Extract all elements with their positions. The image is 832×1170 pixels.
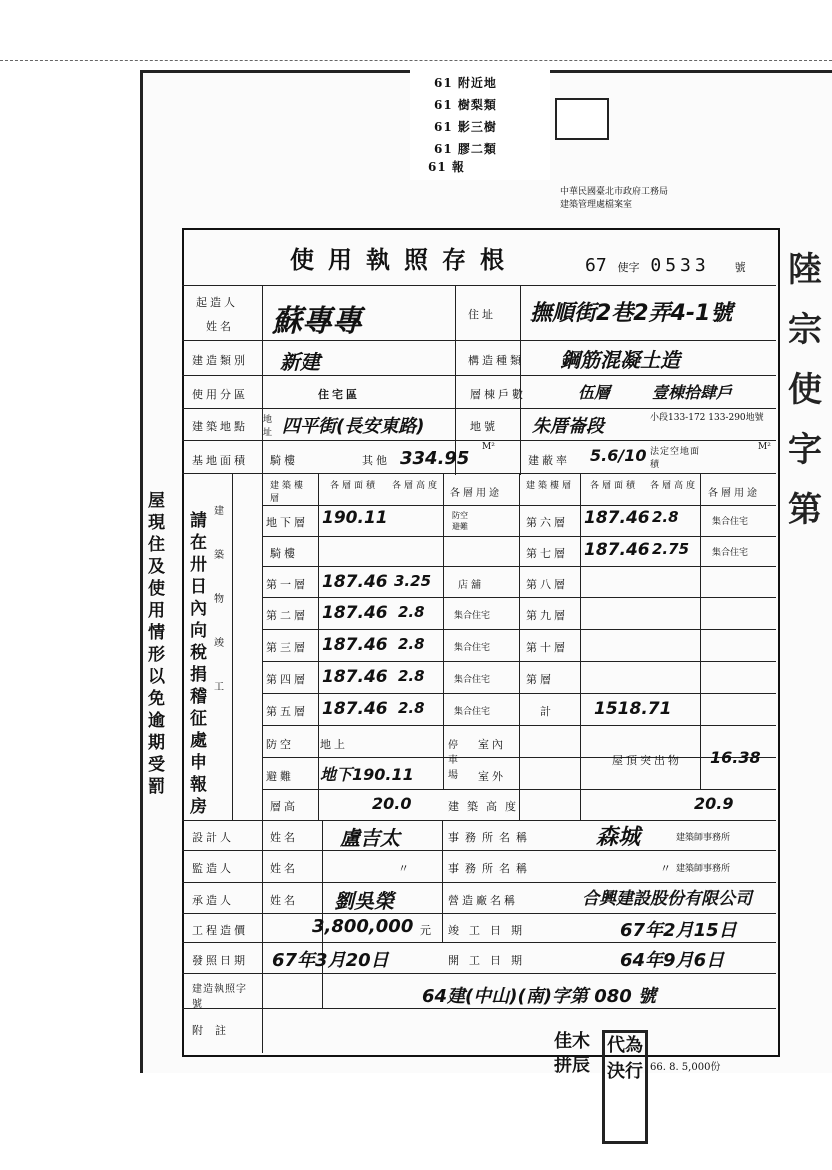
permit-suffix: 號	[734, 261, 746, 274]
license-label: 建造執照字號	[192, 984, 247, 1010]
floor-use: 集合住宅	[712, 548, 749, 558]
build-class-value: 新建	[280, 350, 320, 374]
finish-value: 67年2月15日	[620, 920, 737, 941]
coverage-value: 5.6/10	[590, 446, 647, 465]
stamp-line: 61 影三樹	[434, 120, 497, 134]
floor-use: 集合住宅	[712, 517, 749, 527]
rule	[580, 473, 581, 820]
rule	[182, 850, 776, 851]
lot-label: 地號	[470, 420, 498, 433]
floor-label: 第二層	[266, 609, 308, 622]
applicant-name-label: 姓名	[206, 320, 234, 333]
office-label: 事務所名稱	[448, 831, 533, 844]
finish-label: 竣工日期	[448, 924, 532, 937]
side-char: 陸	[788, 250, 822, 290]
legal-space-label: 法定空地面積	[650, 447, 701, 470]
cost-value: 3,800,000	[312, 916, 414, 937]
floors-label: 層棟戶數	[470, 388, 526, 401]
building-height-label: 建築高度	[448, 800, 524, 813]
cost-label: 工程造價	[192, 924, 248, 937]
parking-indoor: 室內	[478, 738, 506, 751]
agency-line: 建築管理處檔案室	[560, 200, 633, 210]
structure-label: 構造種類	[468, 354, 524, 367]
designer-name: 盧吉太	[340, 826, 400, 850]
floor-use: 集合住宅	[454, 611, 491, 621]
floor-label: 地下層	[266, 516, 308, 529]
rule	[182, 1008, 776, 1009]
supervisor-label: 監造人	[192, 862, 234, 875]
floor-height: 2.75	[652, 540, 690, 558]
rule	[182, 942, 776, 943]
roof-label: 屋頂突出物	[612, 754, 682, 767]
story-height-value: 20.0	[372, 794, 412, 813]
applicant-role-label: 起造人	[196, 296, 238, 309]
floor-label: 第一層	[266, 578, 308, 591]
floor-use: 集合住宅	[454, 643, 491, 653]
stamp-line: 61 報	[428, 160, 465, 174]
col-header-height: 各層高度	[392, 481, 441, 491]
floor-area: 187.46	[584, 540, 650, 560]
building-height-value: 20.9	[694, 794, 734, 813]
rule	[232, 473, 233, 820]
rule	[262, 285, 263, 1053]
floors-value: 伍層	[578, 383, 611, 402]
col-header-area: 各層面積	[330, 481, 379, 491]
rule	[443, 473, 444, 789]
floor-use: 集合住宅	[454, 707, 491, 717]
location-value: 四平街(長安東路)	[282, 416, 425, 437]
shelter-label: 防空	[266, 738, 294, 751]
left-note-side: 建築物竣工	[214, 506, 227, 693]
col-header-floor: 建築樓層	[270, 481, 307, 504]
parking-label: 停車場	[448, 740, 458, 781]
floor-use: 防空避難	[452, 511, 468, 531]
designer-name-label: 姓名	[270, 831, 298, 844]
parking-outdoor: 室外	[478, 770, 506, 783]
structure-value: 鋼筋混凝土造	[560, 348, 680, 372]
arcade-label: 騎樓	[270, 454, 298, 467]
shelter-above: 地上	[320, 738, 348, 751]
rule	[182, 913, 776, 914]
floor-area: 190.11	[322, 508, 388, 528]
floor-label: 第十層	[526, 641, 568, 654]
floor-height: 2.8	[398, 635, 425, 653]
floor-label: 第層	[526, 673, 554, 686]
subsection: 小段133-172 133-290地號	[650, 413, 764, 423]
permit-mid: 使字	[617, 261, 640, 274]
approval-seal: 代為決行	[602, 1030, 648, 1144]
rule	[182, 882, 776, 883]
agency-line: 中華民國臺北市政府工務局	[560, 187, 669, 197]
rule	[520, 285, 521, 475]
side-text	[788, 240, 822, 540]
col-header-use-r: 各層用途	[708, 488, 760, 499]
side-char: 第	[788, 490, 822, 530]
floor-height: 2.8	[398, 603, 425, 621]
floor-label: 第八層	[526, 578, 568, 591]
start-value: 64年9月6日	[620, 950, 725, 971]
floor-use: 店舖	[458, 580, 484, 591]
start-label: 開工日期	[448, 954, 532, 967]
side-char: 宗	[788, 310, 822, 350]
other-label: 其他	[362, 454, 390, 467]
rule	[182, 285, 776, 286]
supervisor-office: 〃	[660, 862, 674, 875]
floor-label: 第七層	[526, 547, 568, 560]
rule	[455, 285, 456, 475]
contractor-name-label: 姓名	[270, 894, 298, 907]
floor-height: 2.8	[398, 667, 425, 685]
floor-height: 2.8	[398, 699, 425, 717]
col-header-use: 各層用途	[450, 488, 502, 499]
unit: M²	[758, 442, 771, 452]
zoning-value: 住宅區	[318, 388, 360, 401]
contractor-label: 承造人	[192, 894, 234, 907]
floor-label: 第四層	[266, 673, 308, 686]
signature-seal: 佳木拼辰	[554, 1031, 590, 1076]
lot-value: 朱厝崙段	[532, 416, 604, 437]
unit: M²	[482, 442, 495, 452]
office-value: 森城	[596, 825, 641, 850]
story-height-label: 層高	[270, 800, 298, 813]
issue-value: 67年3月20日	[272, 950, 389, 971]
rule	[442, 820, 443, 943]
floor-area: 187.46	[322, 699, 388, 719]
stamp-line: 61 附近地	[434, 76, 497, 90]
units-value: 壹棟拾肆戶	[652, 383, 733, 402]
shelter-below-label: 避難	[266, 770, 294, 783]
rule	[182, 408, 776, 409]
floor-label: 第六層	[526, 516, 568, 529]
page-title: 使用執照存根	[290, 245, 518, 274]
supervisor-office-label: 事務所名稱	[448, 862, 533, 875]
floor-height: 3.25	[394, 572, 432, 590]
rule	[182, 440, 776, 441]
remark-label: 附註	[192, 1024, 238, 1037]
side-char: 字	[788, 430, 822, 470]
issue-label: 發照日期	[192, 954, 248, 967]
rule	[182, 473, 776, 474]
col-header-floor-r: 建築樓層	[526, 481, 575, 491]
cost-unit: 元	[420, 924, 434, 937]
office-suffix: 建築師事務所	[676, 833, 731, 843]
location-label: 建築地點	[192, 420, 248, 433]
note-col-1: 屋現住及使用情形以免逾期受罰	[148, 491, 165, 797]
rule	[700, 473, 701, 789]
total-area: 1518.71	[594, 699, 672, 719]
print-note: 66. 8. 5,000份	[650, 1062, 721, 1073]
side-char: 使	[788, 370, 822, 410]
company-value: 合興建設股份有限公司	[582, 889, 752, 909]
location-prefix: 地址	[263, 415, 273, 438]
applicant-name: 蘇專專	[272, 304, 362, 339]
rule	[322, 820, 323, 1008]
permit-number	[585, 255, 746, 276]
rule	[182, 820, 776, 821]
rule	[182, 340, 776, 341]
supervisor-office-suffix: 建築師事務所	[676, 864, 731, 874]
agency-stamp	[560, 186, 668, 212]
floor-label: 騎樓	[270, 547, 298, 560]
other-area: 334.95	[400, 448, 470, 469]
floor-area: 187.46	[322, 572, 388, 592]
permit-no: 0533	[650, 255, 710, 276]
permit-year: 67	[585, 255, 607, 276]
build-class-label: 建造類別	[192, 354, 248, 367]
floor-area: 187.46	[322, 635, 388, 655]
archive-box	[555, 98, 609, 140]
contractor-name: 劉吳榮	[334, 889, 394, 913]
floor-area: 187.46	[322, 667, 388, 687]
coverage-label: 建蔽率	[528, 454, 570, 467]
floor-label: 第五層	[266, 705, 308, 718]
rule	[318, 473, 319, 820]
col-header-area-r: 各層面積	[590, 481, 639, 491]
zoning-label: 使用分區	[192, 388, 248, 401]
floor-area: 187.46	[322, 603, 388, 623]
stamp-line: 61 樹梨類	[434, 98, 497, 112]
applicant-address: 撫順街2巷2弄4-1號	[530, 301, 733, 326]
total-label: 計	[540, 705, 554, 718]
floor-label: 第三層	[266, 641, 308, 654]
stamp-line: 61 膠二類	[434, 142, 497, 156]
received-stamp	[410, 70, 550, 180]
supervisor-name: 〃	[398, 862, 412, 875]
license-value: 64建(中山)(南)字第 080 號	[422, 986, 657, 1007]
rule	[519, 473, 520, 820]
applicant-address-label: 住址	[468, 308, 496, 321]
floor-label: 第九層	[526, 609, 568, 622]
top-rule	[0, 60, 832, 61]
roof-value: 16.38	[710, 748, 761, 767]
rule	[182, 375, 776, 376]
floor-area: 187.46	[584, 508, 650, 528]
shelter-below: 地下190.11	[320, 765, 414, 784]
designer-label: 設計人	[192, 831, 234, 844]
floor-height: 2.8	[652, 508, 679, 526]
floor-use: 集合住宅	[454, 675, 491, 685]
supervisor-name-label: 姓名	[270, 862, 298, 875]
site-area-label: 基地面積	[192, 454, 248, 467]
rule	[182, 973, 776, 974]
company-label: 營造廠名稱	[448, 894, 518, 907]
col-header-height-r: 各層高度	[650, 481, 699, 491]
note-col-2: 請在卅日內向稅捐稽征處申報房	[190, 511, 207, 817]
